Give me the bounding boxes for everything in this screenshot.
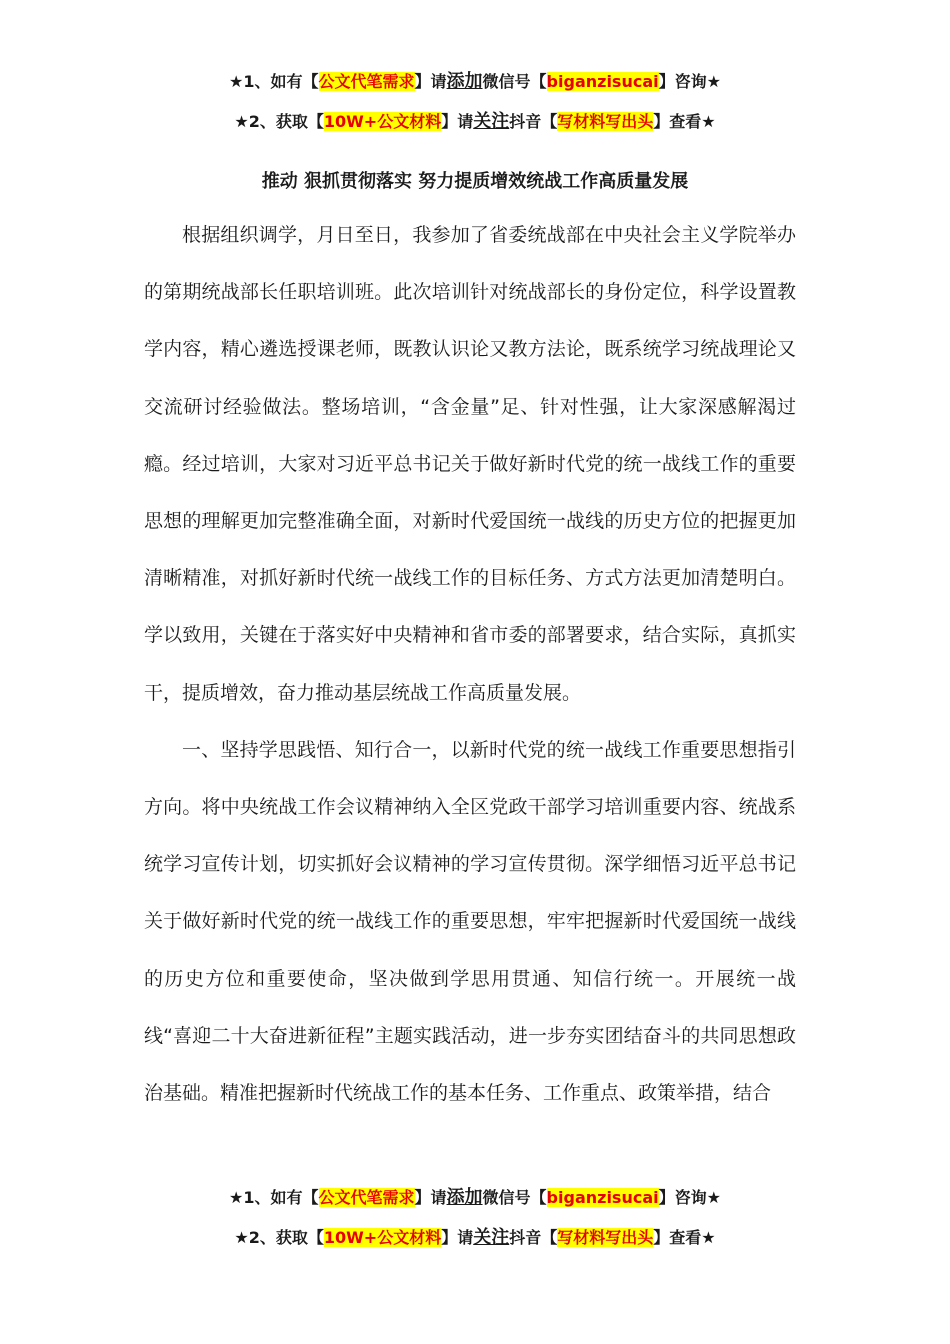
promo-text: 抖音【 xyxy=(509,1228,558,1247)
promo-highlight-wechat-id: biganzisucai xyxy=(546,72,659,91)
promo-emphasis-follow: 关注 xyxy=(473,111,510,132)
promo-text: 】请 xyxy=(441,112,474,131)
promo-suffix: 】查看★ xyxy=(653,1228,716,1247)
body-paragraph-section-1: 一、坚持学思践悟、知行合一，以新时代党的统一战线工作重要思想指引方向。将中央统战工作会议精神纳入全区党政干部学习培训重要内容、统战系统学习宣传计划，切实抓好会议精神的学习宣传贯彻。深学细悟习近平总书记关于做好新时代党的统一战线工作的重要思想，牢牢把握新时代爱国统一战线的历史方位和重要使命，坚决做到学思用贯通、知信行统一。开展统一战线“喜迎二十大奋进新征程”主题实践活动，进一步夯实团结奋斗的共同思想政治基础。精准把握新时代统战工作的基本任务、工作重点、政策举措，结合 xyxy=(144,738,796,1105)
promo-emphasis-add: 添加 xyxy=(446,71,483,92)
promo-highlight-douyin: 写材料写出头 xyxy=(557,112,654,131)
promo-text: 】请 xyxy=(414,72,447,91)
promo-suffix: 】咨询★ xyxy=(658,72,721,91)
document-body xyxy=(144,207,796,1122)
promo-highlight-materials: 10W+公文材料 xyxy=(323,1228,442,1247)
promo-highlight-service: 公文代笔需求 xyxy=(318,1188,415,1207)
promo-emphasis-add: 添加 xyxy=(446,1187,483,1208)
promo-text: 微信号【 xyxy=(482,1188,547,1207)
promo-line-1-top xyxy=(0,71,950,93)
promo-emphasis-follow: 关注 xyxy=(473,1227,510,1248)
promo-suffix: 】咨询★ xyxy=(658,1188,721,1207)
promo-highlight-wechat-id: biganzisucai xyxy=(546,1188,659,1207)
promo-star-prefix: ★1、如有【 xyxy=(229,1188,319,1207)
promo-star-prefix: ★1、如有【 xyxy=(229,72,319,91)
promo-highlight-service: 公文代笔需求 xyxy=(318,72,415,91)
promo-text: 】请 xyxy=(414,1188,447,1207)
promo-line-2-top xyxy=(0,111,950,133)
promo-highlight-materials: 10W+公文材料 xyxy=(323,112,442,131)
promo-line-1-bottom xyxy=(0,1187,950,1209)
body-paragraph-intro: 根据组织调学，月日至日，我参加了省委统战部在中央社会主义学院举办的第期统战部长任职培训班。此次培训针对统战部长的身份定位，科学设置教学内容，精心遴选授课老师，既教认识论又教方法论，既系统学习统战理论又交流研讨经验做法。整场培训，“含金量”足、针对性强，让大家深感解渴过瘾。经过培训，大家对习近平总书记关于做好新时代党的统一战线工作的重要思想的理解更加完整准确全面，对新时代爱国统一战线的历史方位的把握更加清晰精准，对抓好新时代统一战线工作的目标任务、方式方法更加清楚明白。学以致用，关键在于落实好中央精神和省市委的部署要求，结合实际，真抓实干，提质增效，奋力推动基层统战工作高质量发展。 xyxy=(144,224,796,704)
promo-suffix: 】查看★ xyxy=(653,112,716,131)
promo-text: 】请 xyxy=(441,1228,474,1247)
document-title: 推动 狠抓贯彻落实 努力提质增效统战工作高质量发展 xyxy=(261,171,689,192)
promo-star-prefix: ★2、获取【 xyxy=(234,1228,324,1247)
promo-star-prefix: ★2、获取【 xyxy=(234,112,324,131)
promo-highlight-douyin: 写材料写出头 xyxy=(557,1228,654,1247)
promo-line-2-bottom xyxy=(0,1227,950,1249)
promo-text: 微信号【 xyxy=(482,72,547,91)
promo-text: 抖音【 xyxy=(509,112,558,131)
